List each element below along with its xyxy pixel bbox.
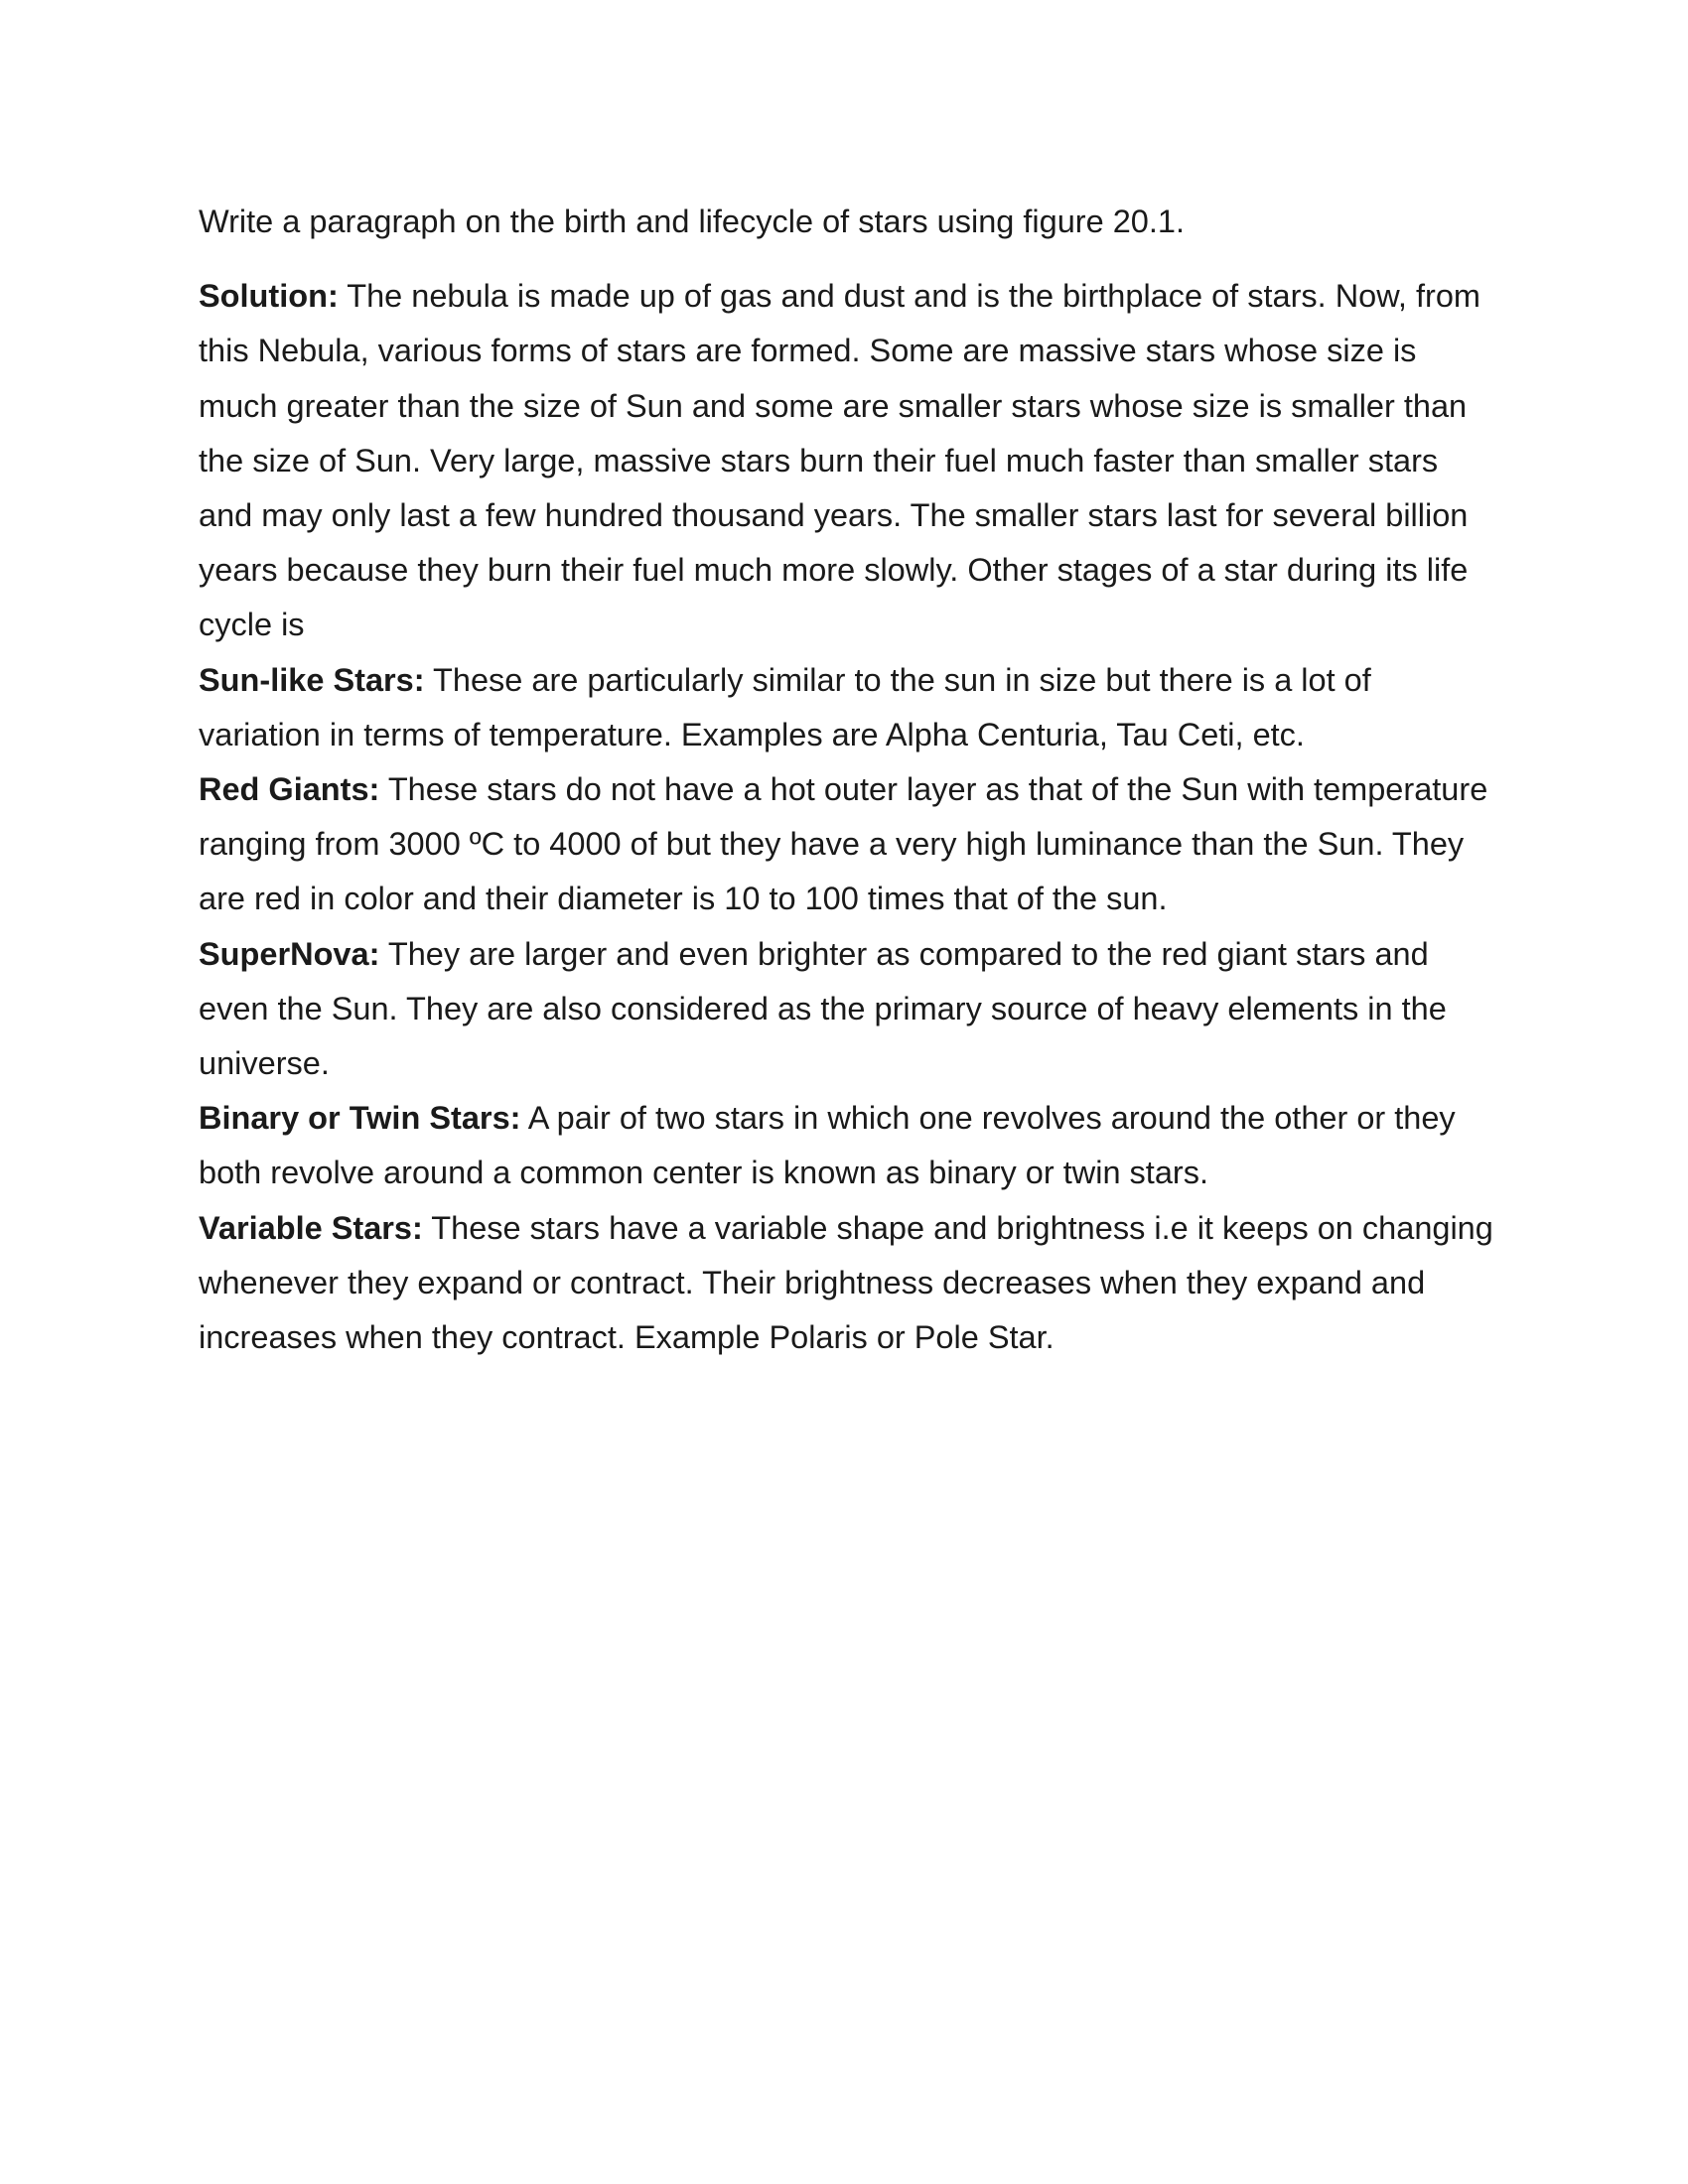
solution-text: The nebula is made up of gas and dust and is the birthplace of stars. Now, from this Nebula, various forms of stars are formed. Some are massive stars whose size is much greater than the size of Sun and some are smaller stars whose size is smaller than the size of Sun. Very large, massive stars burn their fuel much faster than smaller stars and may only last a few hundred thousand years. The smaller stars last for several billion years because they burn their fuel much more slowly. Other stages of a star during its life cycle is (199, 278, 1480, 643)
question-text: Write a paragraph on the birth and lifecycle of stars using figure 20.1. (199, 204, 1186, 239)
stage-term: Red Giants: (199, 771, 380, 808)
stage-variable-stars (199, 1201, 1499, 1366)
stage-description: These are particularly similar to the sun in size but there is a lot of variation in terms of temperature. Examples are Alpha Centuria, Tau Ceti, etc. (199, 661, 1371, 752)
stage-term: Binary or Twin Stars: (199, 1100, 521, 1137)
stage-sun-like-stars (199, 653, 1499, 762)
stage-term: SuperNova: (199, 935, 380, 972)
stage-binary-stars (199, 1091, 1499, 1200)
stage-description: They are larger and even brighter as compared to the red giant stars and even the Sun. They are also considered as the primary source of heavy elements in the universe. (199, 935, 1447, 1082)
stage-description: These stars do not have a hot outer layer as that of the Sun with temperature ranging from 3000 ºC to 4000 of but they have a very high luminance than the Sun. They are red in color and their diameter is 10 to 100 times that of the sun. (199, 771, 1488, 917)
stage-description: These stars have a variable shape and brightness i.e it keeps on changing whenever they expand or contract. Their brightness decreases when they expand and increases when they contract. Example Polaris or Pole Star. (199, 1209, 1493, 1356)
stage-term: Variable Stars: (199, 1209, 423, 1246)
solution-label: Solution: (199, 278, 339, 315)
stage-term: Sun-like Stars: (199, 661, 425, 698)
stage-description: A pair of two stars in which one revolves around the other or they both revolve around a common center is known as binary or twin stars. (199, 1100, 1456, 1191)
stage-red-giants (199, 762, 1499, 927)
solution-paragraph (199, 269, 1499, 652)
document-page (199, 195, 1499, 1365)
stage-supernova (199, 927, 1499, 1092)
